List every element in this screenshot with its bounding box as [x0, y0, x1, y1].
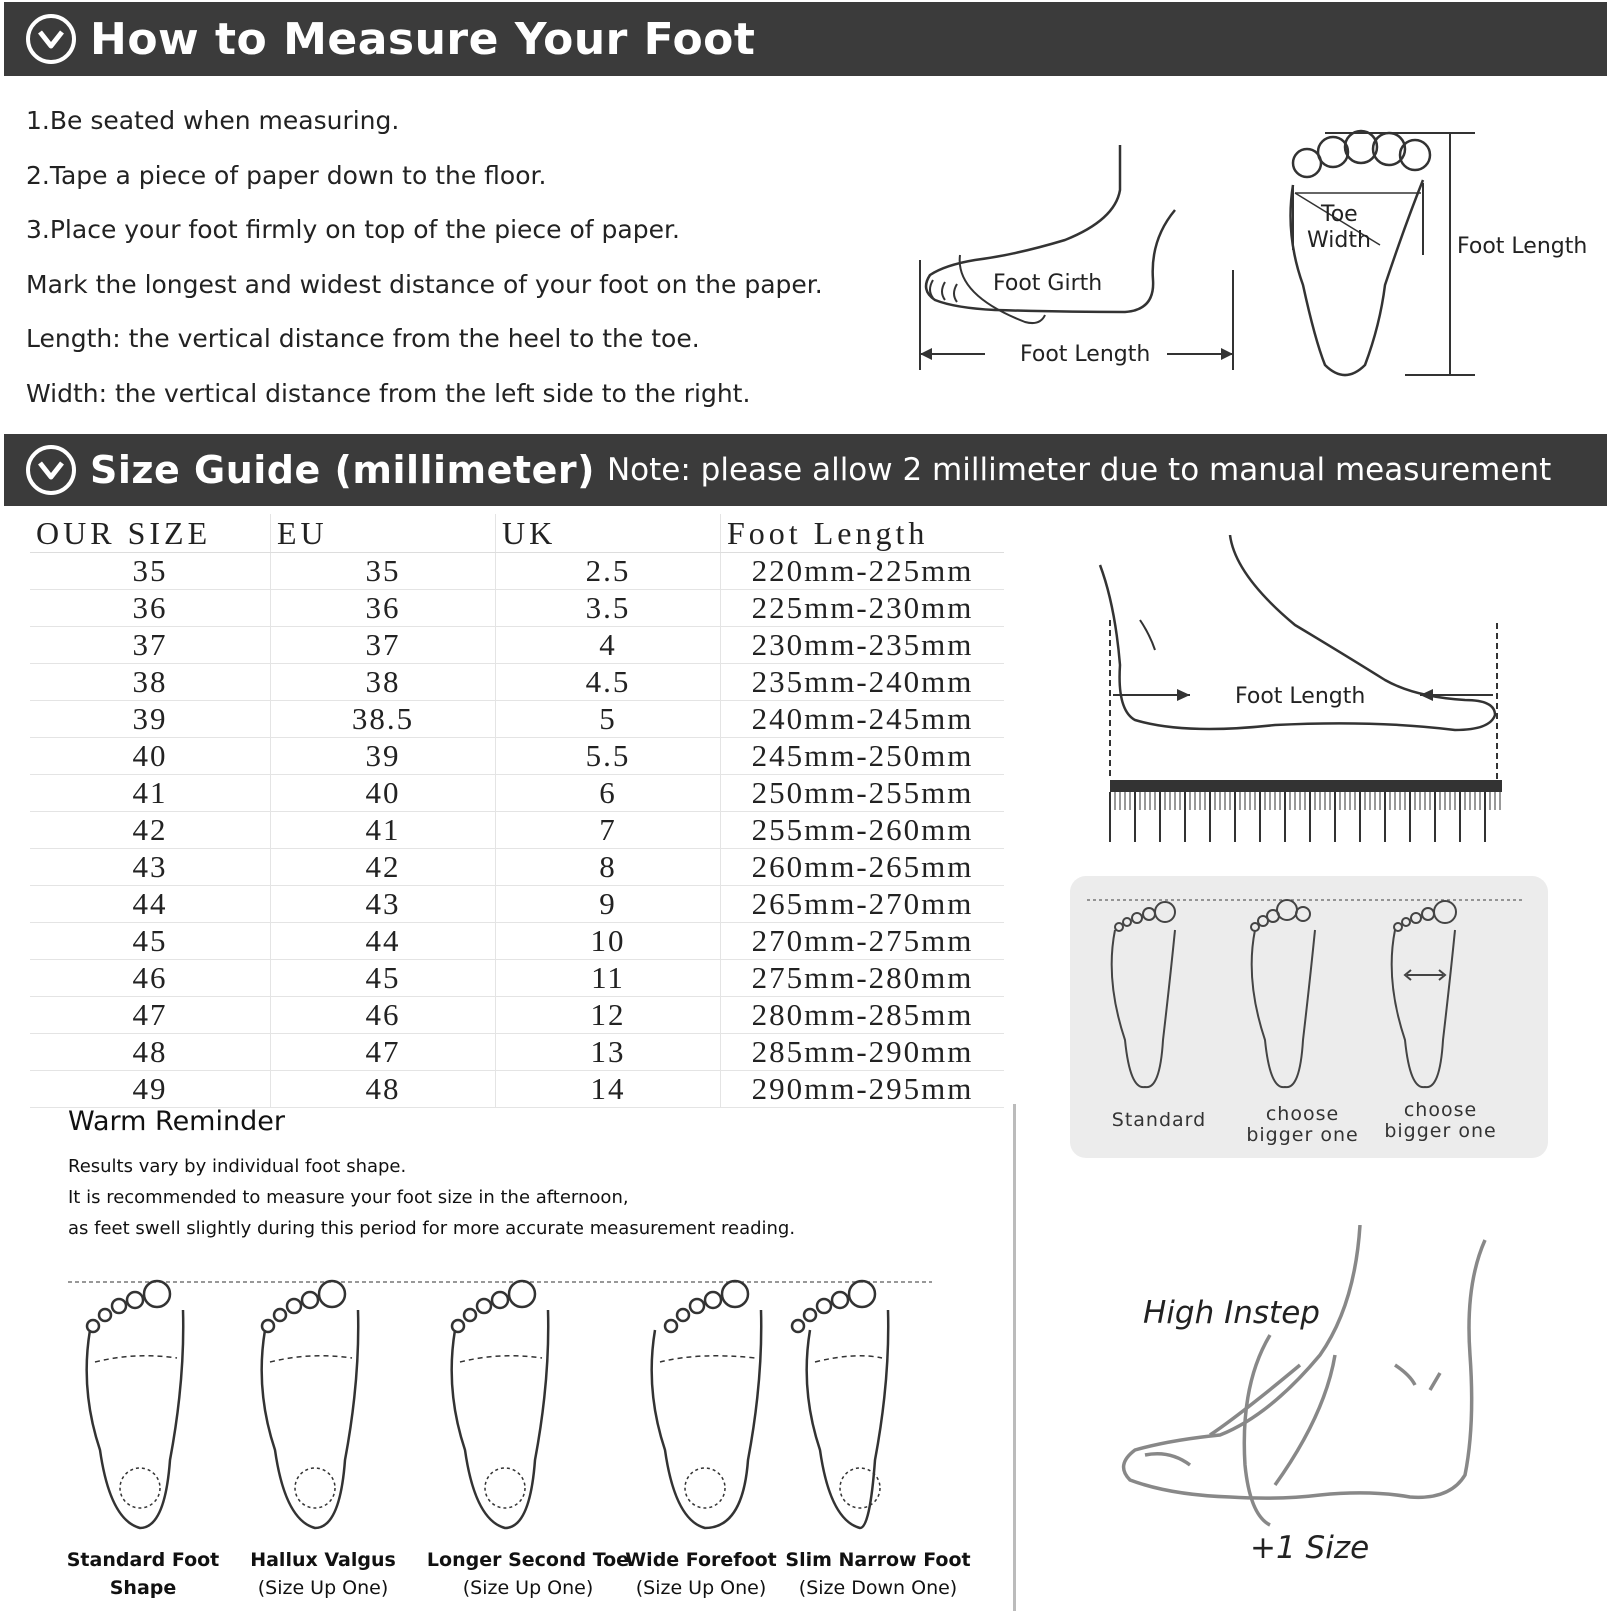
- fit-label-bigger-2-line1: choose: [1403, 1099, 1478, 1121]
- table-row: [30, 627, 1004, 664]
- cell-eu: 35: [271, 553, 496, 590]
- cell-uk: 3.5: [496, 590, 721, 627]
- foot-shape-sub: (Size Down One): [798, 1577, 958, 1599]
- foot-shape-name: Slim Narrow Foot: [785, 1549, 971, 1571]
- cell-eu: 47: [271, 1034, 496, 1071]
- table-row: [30, 1071, 1004, 1108]
- fit-label-bigger-2: [1378, 1100, 1503, 1142]
- table-row: [30, 590, 1004, 627]
- foot-shape-drawing: [87, 1281, 184, 1528]
- cell-foot-length: 220mm-225mm: [721, 553, 1005, 590]
- reminder-line: as feet swell slightly during this period for more accurate measurement reading.: [68, 1218, 796, 1239]
- cell-foot-length: 240mm-245mm: [721, 701, 1005, 738]
- table-row: [30, 738, 1004, 775]
- cell-uk: 12: [496, 997, 721, 1034]
- table-row: [30, 960, 1004, 997]
- cell-our-size: 48: [30, 1034, 271, 1071]
- cell-eu: 38: [271, 664, 496, 701]
- cell-eu: 46: [271, 997, 496, 1034]
- sole-length-label: Foot Length: [1457, 234, 1588, 259]
- cell-our-size: 35: [30, 553, 271, 590]
- cell-our-size: 38: [30, 664, 271, 701]
- cell-foot-length: 255mm-260mm: [721, 812, 1005, 849]
- cell-our-size: 41: [30, 775, 271, 812]
- cell-foot-length: 285mm-290mm: [721, 1034, 1005, 1071]
- cell-eu: 38.5: [271, 701, 496, 738]
- fit-label-standard: Standard: [1111, 1109, 1207, 1131]
- reminder-line: It is recommended to measure your foot size in the afternoon,: [68, 1187, 629, 1208]
- foot-shape-name: Longer Second Toe: [426, 1549, 630, 1571]
- foot-shape-sub: (Size Up One): [462, 1577, 594, 1599]
- cell-eu: 43: [271, 886, 496, 923]
- cell-foot-length: 280mm-285mm: [721, 997, 1005, 1034]
- table-row: [30, 886, 1004, 923]
- foot-shape-name: Standard Foot: [66, 1549, 220, 1571]
- cell-uk: 5.5: [496, 738, 721, 775]
- toe-width-diagram: [1285, 125, 1611, 390]
- cell-foot-length: 250mm-255mm: [721, 775, 1005, 812]
- cell-our-size: 47: [30, 997, 271, 1034]
- foot-shape-caption-hallux: [228, 1546, 418, 1602]
- foot-shape-drawing: [452, 1281, 549, 1528]
- foot-shapes-illustration: [60, 1270, 940, 1540]
- cell-uk: 13: [496, 1034, 721, 1071]
- cell-our-size: 44: [30, 886, 271, 923]
- cell-foot-length: 290mm-295mm: [721, 1071, 1005, 1108]
- foot-shape-caption-second-toe: [423, 1546, 633, 1602]
- cell-foot-length: 245mm-250mm: [721, 738, 1005, 775]
- table-row: [30, 849, 1004, 886]
- table-row: [30, 812, 1004, 849]
- cell-foot-length: 260mm-265mm: [721, 849, 1005, 886]
- cell-our-size: 46: [30, 960, 271, 997]
- fit-label-bigger-2-line2: bigger one: [1384, 1120, 1497, 1142]
- cell-our-size: 36: [30, 590, 271, 627]
- cell-uk: 10: [496, 923, 721, 960]
- cell-eu: 37: [271, 627, 496, 664]
- foot-shape-sub: (Size Up One): [635, 1577, 767, 1599]
- table-header-row: [30, 514, 1004, 553]
- cell-foot-length: 275mm-280mm: [721, 960, 1005, 997]
- foot-shape-sub: (Size Up One): [257, 1577, 389, 1599]
- table-row: [30, 775, 1004, 812]
- measure-steps: [26, 94, 906, 421]
- cell-eu: 42: [271, 849, 496, 886]
- fit-label-bigger-1-line1: choose: [1265, 1103, 1340, 1125]
- toe-width-label-line1: Toe: [1321, 202, 1358, 227]
- table-row: [30, 701, 1004, 738]
- table-row: [30, 997, 1004, 1034]
- cell-eu: 40: [271, 775, 496, 812]
- high-instep-label: High Instep: [1143, 1295, 1320, 1331]
- foot-shape-caption-wide: [606, 1546, 796, 1602]
- foot-girth-label: Foot Girth: [993, 271, 1103, 296]
- cell-uk: 6: [496, 775, 721, 812]
- cell-our-size: 39: [30, 701, 271, 738]
- measure-title: How to Measure Your Foot: [90, 13, 756, 65]
- measure-banner: [4, 2, 1607, 76]
- cell-eu: 48: [271, 1071, 496, 1108]
- cell-our-size: 43: [30, 849, 271, 886]
- column-header-our-size: OUR SIZE: [30, 514, 271, 553]
- fit-label-bigger-1-line2: bigger one: [1246, 1124, 1359, 1146]
- measure-step: 1.Be seated when measuring.: [26, 106, 400, 135]
- cell-our-size: 40: [30, 738, 271, 775]
- foot-shape-caption-standard: [48, 1546, 238, 1602]
- cell-foot-length: 265mm-270mm: [721, 886, 1005, 923]
- cell-eu: 45: [271, 960, 496, 997]
- foot-shape-sub: Shape: [109, 1577, 177, 1599]
- cell-uk: 14: [496, 1071, 721, 1108]
- cell-foot-length: 225mm-230mm: [721, 590, 1005, 627]
- measure-step: Width: the vertical distance from the left side to the right.: [26, 378, 751, 408]
- cell-uk: 9: [496, 886, 721, 923]
- reminder-line: Results vary by individual foot shape.: [68, 1156, 407, 1177]
- measure-step: Length: the vertical distance from the heel to the toe.: [26, 324, 700, 353]
- foot-shape-drawing: [262, 1281, 359, 1528]
- foot-length-ruler-diagram: [1095, 535, 1515, 845]
- foot-length-label: Foot Length: [1020, 342, 1151, 367]
- foot-shape-drawing: [652, 1281, 762, 1528]
- ruler-foot-length-label: Foot Length: [1235, 684, 1366, 709]
- reminder-title: Warm Reminder: [68, 1106, 285, 1137]
- cell-eu: 39: [271, 738, 496, 775]
- foot-shape-caption-slim: [778, 1546, 978, 1602]
- column-header-foot-length: Foot Length: [721, 514, 1005, 553]
- cell-our-size: 37: [30, 627, 271, 664]
- vertical-divider: [1013, 1104, 1016, 1611]
- cell-eu: 36: [271, 590, 496, 627]
- fit-comparison-feet: [1085, 890, 1535, 1100]
- foot-girth-diagram: [915, 130, 1245, 390]
- measure-step: 2.Tape a piece of paper down to the floor.: [26, 160, 547, 190]
- cell-foot-length: 270mm-275mm: [721, 923, 1005, 960]
- cell-our-size: 49: [30, 1071, 271, 1108]
- measure-step: 3.Place your foot firmly on top of the piece of paper.: [26, 215, 680, 244]
- cell-uk: 2.5: [496, 553, 721, 590]
- column-header-eu: EU: [271, 514, 496, 553]
- cell-uk: 11: [496, 960, 721, 997]
- size-guide-title: Size Guide (millimeter): [90, 448, 595, 492]
- fit-label-bigger-1: [1240, 1104, 1365, 1146]
- cell-our-size: 45: [30, 923, 271, 960]
- cell-uk: 5: [496, 701, 721, 738]
- size-table: [30, 514, 1004, 1108]
- cell-uk: 4.5: [496, 664, 721, 701]
- cell-uk: 4: [496, 627, 721, 664]
- measure-step: Mark the longest and widest distance of your foot on the paper.: [26, 269, 823, 299]
- toe-width-label-line2: Width: [1307, 228, 1371, 253]
- cell-foot-length: 230mm-235mm: [721, 627, 1005, 664]
- high-instep-advice: +1 Size: [1250, 1530, 1370, 1566]
- cell-our-size: 42: [30, 812, 271, 849]
- cell-eu: 44: [271, 923, 496, 960]
- table-row: [30, 664, 1004, 701]
- table-row: [30, 923, 1004, 960]
- cell-foot-length: 235mm-240mm: [721, 664, 1005, 701]
- table-row: [30, 1034, 1004, 1071]
- column-header-uk: UK: [496, 514, 721, 553]
- chevron-down-circle-icon: [26, 14, 76, 64]
- warm-reminder: [68, 1106, 968, 1244]
- foot-shape-drawing: [792, 1281, 888, 1528]
- size-guide-banner: [4, 434, 1607, 506]
- cell-uk: 7: [496, 812, 721, 849]
- table-row: [30, 553, 1004, 590]
- foot-shape-name: Wide Forefoot: [625, 1549, 777, 1571]
- size-guide-note: Note: please allow 2 millimeter due to manual measurement: [606, 452, 1552, 488]
- foot-shape-name: Hallux Valgus: [250, 1549, 396, 1571]
- cell-uk: 8: [496, 849, 721, 886]
- chevron-down-circle-icon: [26, 445, 76, 495]
- cell-eu: 41: [271, 812, 496, 849]
